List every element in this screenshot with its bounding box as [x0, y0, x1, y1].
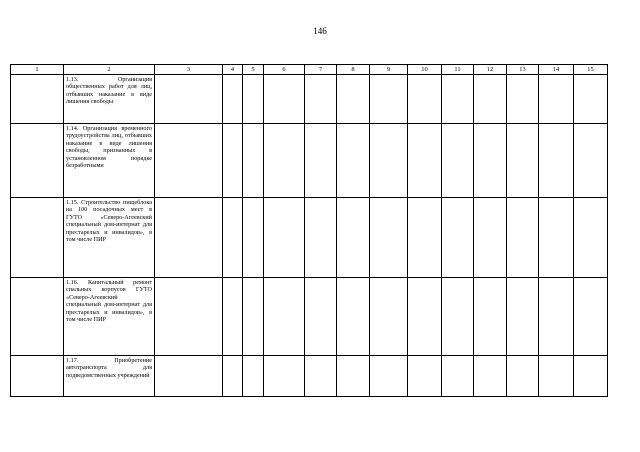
- table-cell: [370, 198, 408, 278]
- table-cell: [305, 356, 337, 397]
- table-cell: [370, 124, 408, 198]
- header-cell-15: 15: [574, 65, 608, 75]
- table-cell: [539, 278, 574, 356]
- table-cell: [507, 278, 539, 356]
- header-row: [11, 65, 608, 75]
- table-cell: [539, 124, 574, 198]
- table-cell: [408, 356, 442, 397]
- table-cell: [305, 198, 337, 278]
- table-cell: [408, 278, 442, 356]
- table-cell: [11, 356, 64, 397]
- table-cell: [539, 198, 574, 278]
- header-cell-12: 12: [474, 65, 507, 75]
- table-cell: [442, 356, 474, 397]
- table-cell: [264, 356, 305, 397]
- row-description: 1.16. Капитальный ремонт спальных корпусов ГУТО «Северо-Агеевский специальный дом-интернат для престарелых и инвалидов», в том числе ПИР: [64, 278, 155, 356]
- header-cell-7: 7: [305, 65, 337, 75]
- table-cell: [507, 198, 539, 278]
- table-cell: [11, 278, 64, 356]
- table-cell: [408, 124, 442, 198]
- page-number: 146: [313, 26, 327, 36]
- table-cell: [337, 356, 370, 397]
- table-cell: [11, 124, 64, 198]
- table-cell: [155, 278, 223, 356]
- header-cell-9: 9: [370, 65, 408, 75]
- table-cell: [155, 356, 223, 397]
- row-description: 1.17. Приобретение автотранспорта для подведомственных учреждений: [64, 356, 155, 397]
- table-cell: [337, 198, 370, 278]
- table-row: [11, 198, 608, 278]
- data-table: [10, 64, 608, 397]
- header-cell-10: 10: [408, 65, 442, 75]
- table-cell: [574, 75, 608, 124]
- table-cell: [474, 75, 507, 124]
- header-cell-3: 3: [155, 65, 223, 75]
- table-cell: [223, 198, 243, 278]
- table-cell: [442, 198, 474, 278]
- header-cell-14: 14: [539, 65, 574, 75]
- table-cell: [539, 356, 574, 397]
- table-cell: [223, 124, 243, 198]
- table-cell: [408, 75, 442, 124]
- table-cell: [264, 198, 305, 278]
- table-cell: [305, 278, 337, 356]
- table-cell: [305, 75, 337, 124]
- table-cell: [574, 198, 608, 278]
- table-cell: [155, 198, 223, 278]
- table-cell: [223, 356, 243, 397]
- table-cell: [305, 124, 337, 198]
- table-cell: [574, 124, 608, 198]
- table-cell: [11, 198, 64, 278]
- table-cell: [574, 278, 608, 356]
- table-row: [11, 75, 608, 124]
- table-cell: [243, 198, 264, 278]
- table-cell: [507, 356, 539, 397]
- row-description: 1.14. Организация временного трудоустройства лиц, отбывших наказание в виде лишения свободы, признанных в установленном порядке безработными: [64, 124, 155, 198]
- table-cell: [155, 75, 223, 124]
- table-row: [11, 278, 608, 356]
- table-cell: [370, 278, 408, 356]
- table-cell: [243, 124, 264, 198]
- table-row: [11, 124, 608, 198]
- table-cell: [243, 75, 264, 124]
- table-row: [11, 356, 608, 397]
- table-cell: [442, 75, 474, 124]
- table-cell: [474, 198, 507, 278]
- table-cell: [474, 356, 507, 397]
- header-cell-8: 8: [337, 65, 370, 75]
- table-cell: [243, 356, 264, 397]
- table-cell: [507, 75, 539, 124]
- row-description: 1.15. Строительство пищеблока на 100 посадочных мест в ГУТО «Северо-Агеевский специальный дом-интернат для престарелых и инвалидов», в том числе ПИР: [64, 198, 155, 278]
- table-cell: [264, 75, 305, 124]
- table-cell: [337, 75, 370, 124]
- table-cell: [474, 124, 507, 198]
- table-cell: [11, 75, 64, 124]
- row-description: 1.13. Организация общественных работ для лиц, отбывших наказание в виде лишения свободы: [64, 75, 155, 124]
- header-cell-5: 5: [243, 65, 264, 75]
- table-cell: [264, 124, 305, 198]
- table-cell: [223, 75, 243, 124]
- table-cell: [408, 198, 442, 278]
- table-cell: [507, 124, 539, 198]
- table-cell: [370, 75, 408, 124]
- table-cell: [370, 356, 408, 397]
- header-cell-11: 11: [442, 65, 474, 75]
- table-cell: [337, 278, 370, 356]
- table-cell: [574, 356, 608, 397]
- table-cell: [539, 75, 574, 124]
- header-cell-1: 1: [11, 65, 64, 75]
- header-cell-13: 13: [507, 65, 539, 75]
- table-cell: [442, 278, 474, 356]
- table-cell: [155, 124, 223, 198]
- table-cell: [337, 124, 370, 198]
- table-cell: [264, 278, 305, 356]
- table-cell: [223, 278, 243, 356]
- table-cell: [442, 124, 474, 198]
- header-cell-4: 4: [223, 65, 243, 75]
- table-cell: [243, 278, 264, 356]
- table-cell: [474, 278, 507, 356]
- header-cell-2: 2: [64, 65, 155, 75]
- header-cell-6: 6: [264, 65, 305, 75]
